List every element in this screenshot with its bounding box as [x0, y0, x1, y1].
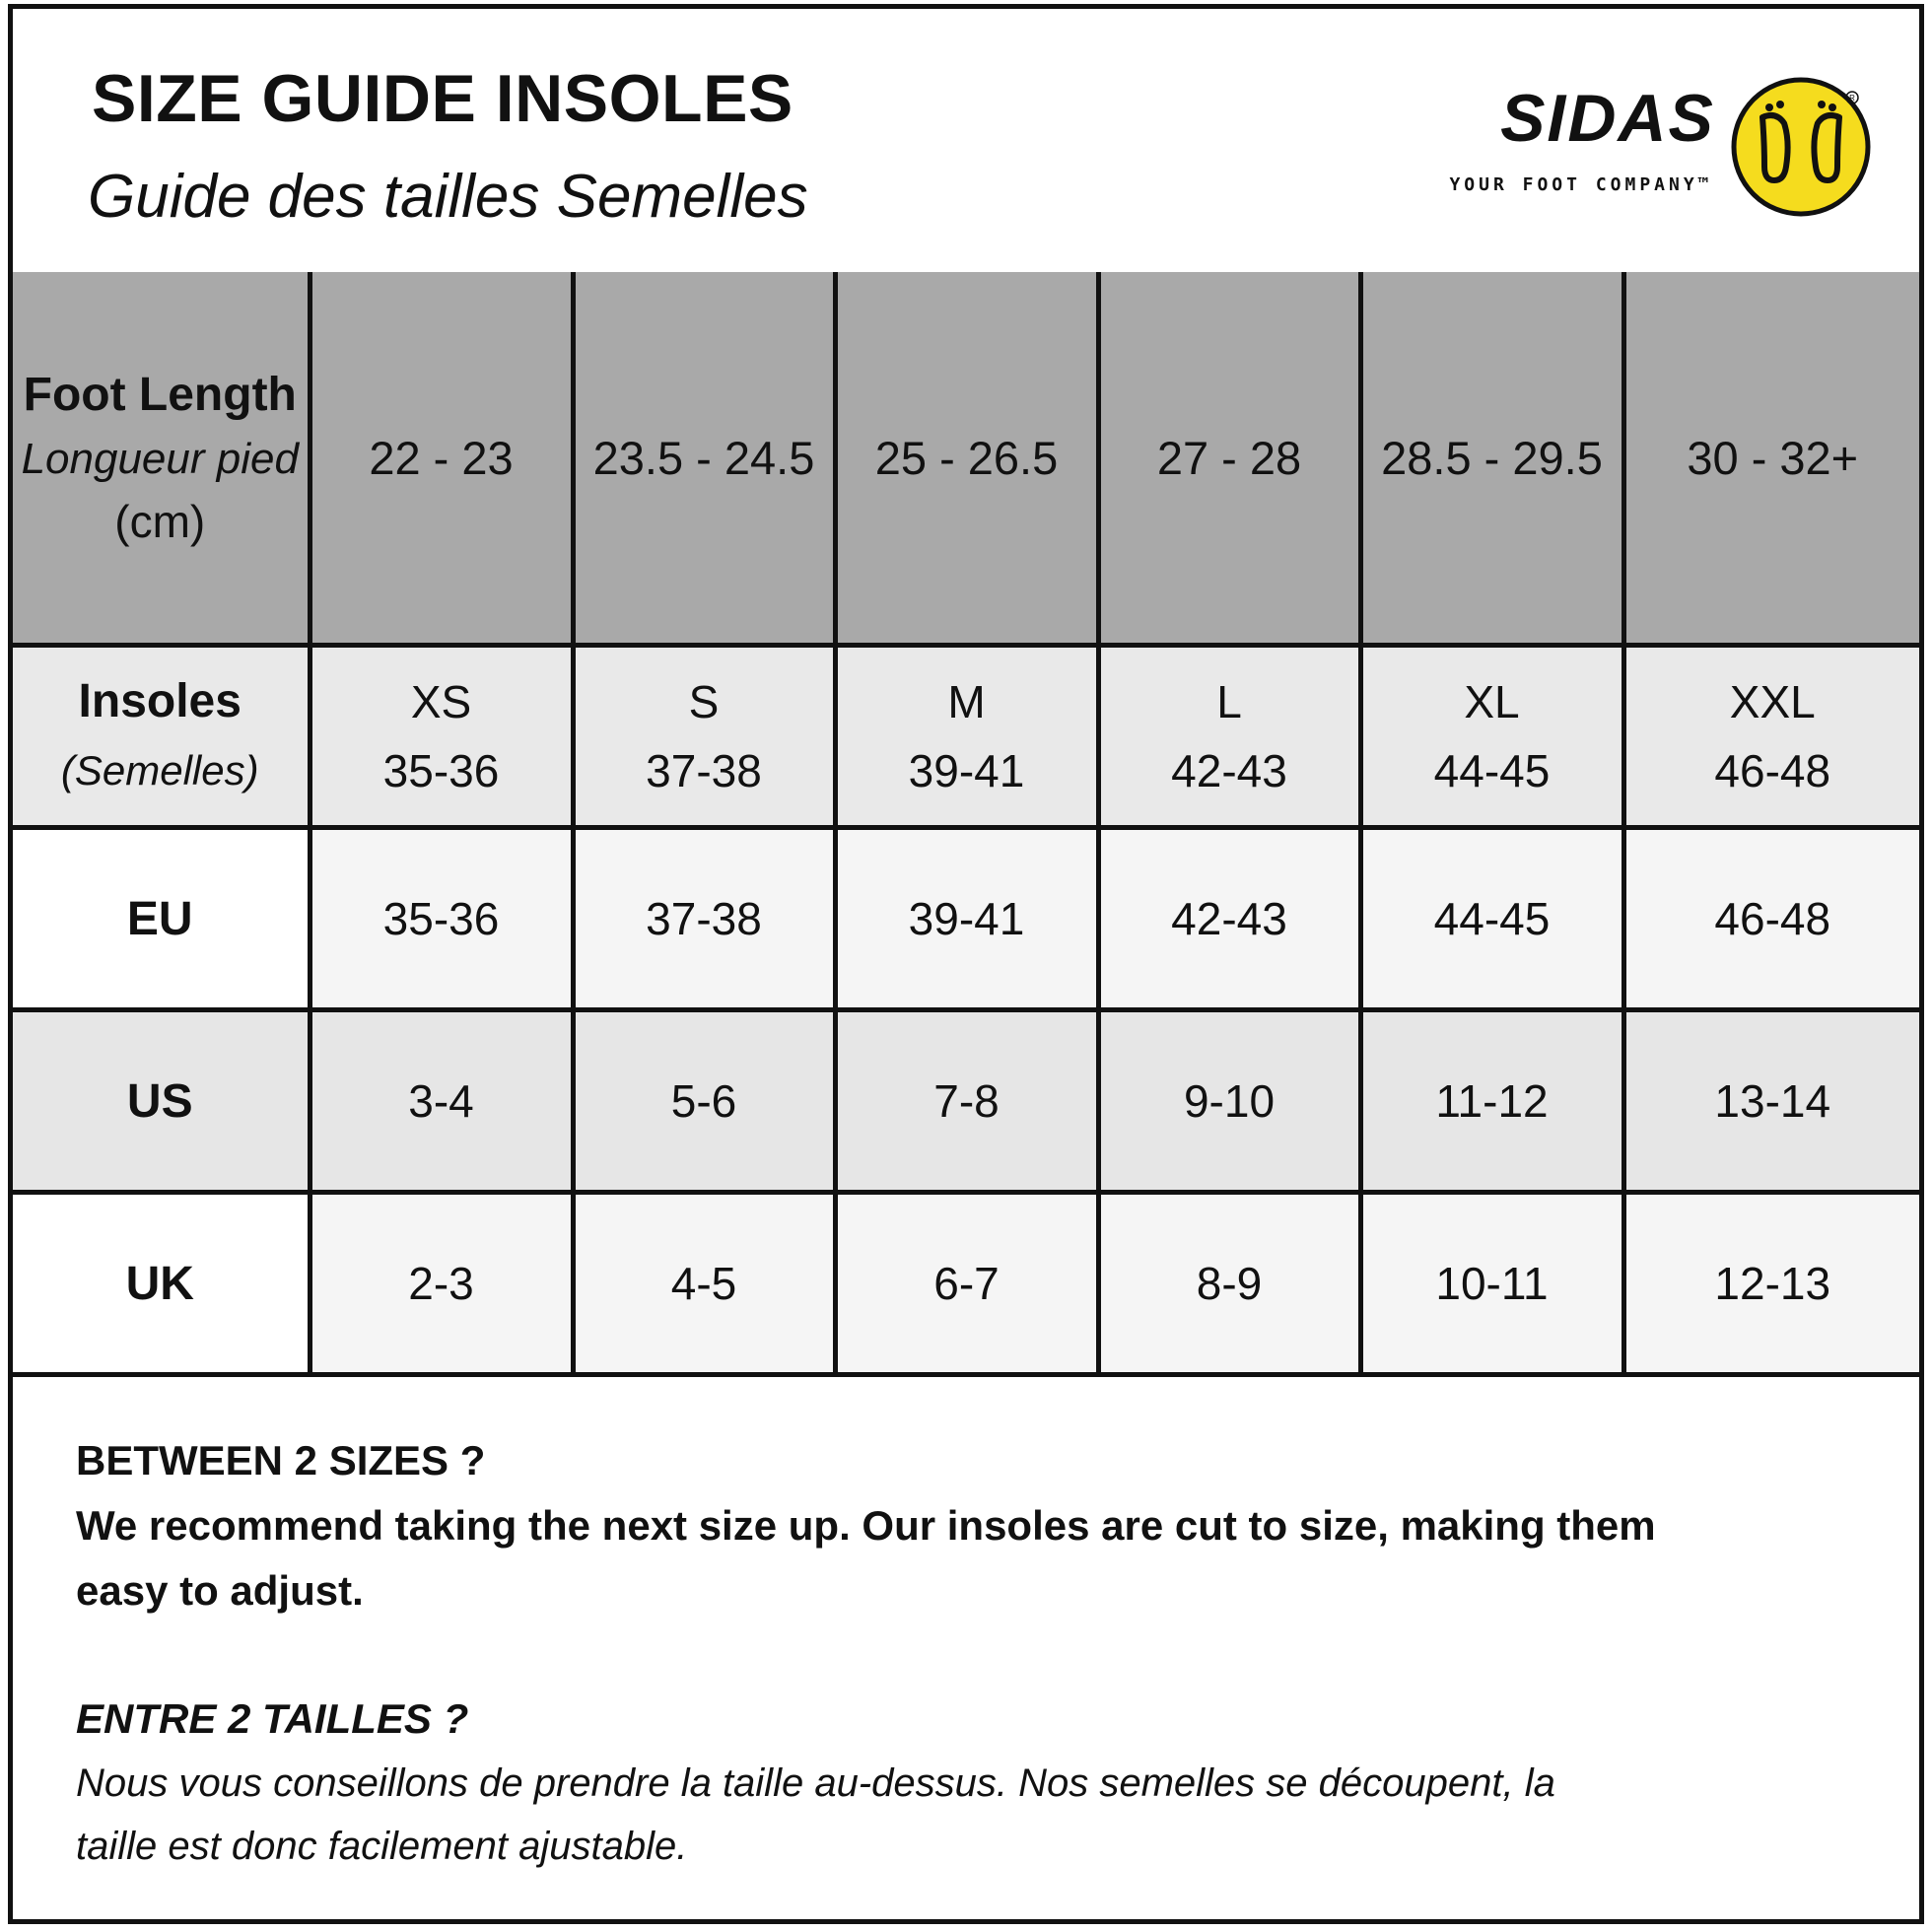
foot-length-cell: 30 - 32+	[1623, 272, 1919, 646]
note-body-fr-line2: taille est donc facilement ajustable.	[76, 1825, 688, 1868]
note-heading-fr: ENTRE 2 TAILLES ?	[76, 1695, 469, 1742]
insole-size: L	[1216, 676, 1242, 727]
us-value: 11-12	[1435, 1075, 1549, 1127]
note-body-en-line2: easy to adjust.	[76, 1567, 364, 1614]
us-cell	[1623, 1010, 1919, 1193]
eu-cell	[310, 828, 573, 1010]
sizing-notes	[76, 1428, 1850, 1878]
us-cell	[1360, 1010, 1623, 1193]
us-row	[13, 1010, 1919, 1193]
uk-value: 12-13	[1714, 1258, 1831, 1309]
insole-cell	[835, 646, 1098, 828]
us-cell	[835, 1010, 1098, 1193]
uk-cell	[573, 1193, 835, 1375]
foot-length-cell: 23.5 - 24.5	[573, 272, 835, 646]
insole-size: M	[947, 676, 986, 727]
svg-text:R: R	[1849, 94, 1855, 103]
uk-cell	[310, 1193, 573, 1375]
uk-value: 8-9	[1196, 1258, 1263, 1309]
insoles-title: Insoles	[78, 675, 242, 727]
uk-cell	[1360, 1193, 1623, 1375]
foot-length-title: Foot Length	[23, 369, 297, 421]
eu-cell	[1360, 828, 1623, 1010]
insole-range: 37-38	[646, 745, 762, 796]
brand-logo	[1413, 68, 1886, 226]
insole-cell	[573, 646, 835, 828]
foot-length-label	[13, 272, 310, 646]
insole-cell	[310, 646, 573, 828]
eu-cell	[835, 828, 1098, 1010]
insoles-row	[13, 646, 1919, 828]
eu-cell	[1623, 828, 1919, 1010]
insoles-label	[13, 646, 310, 828]
uk-cell	[835, 1193, 1098, 1375]
foot-length-cell: 22 - 23	[310, 272, 573, 646]
note-body-fr-line1: Nous vous conseillons de prendre la taille au-dessus. Nos semelles se découpent, la	[76, 1761, 1555, 1805]
eu-cell	[573, 828, 835, 1010]
us-cell	[1098, 1010, 1360, 1193]
logo-tagline: YOUR FOOT COMPANY™	[1449, 174, 1713, 195]
uk-cell	[1098, 1193, 1360, 1375]
insole-size: S	[688, 676, 720, 727]
insole-size: XXL	[1729, 676, 1816, 727]
logo-brand: SIDAS	[1500, 81, 1715, 156]
page-title: SIZE GUIDE INSOLES	[92, 61, 794, 136]
uk-value: 10-11	[1435, 1258, 1549, 1309]
uk-label: UK	[13, 1193, 310, 1375]
insoles-fr: (Semelles)	[60, 747, 259, 794]
uk-value: 2-3	[408, 1258, 474, 1309]
eu-value: 42-43	[1171, 893, 1287, 944]
insole-range: 44-45	[1433, 745, 1551, 796]
foot-length-unit: (cm)	[114, 496, 206, 547]
foot-length-fr: Longueur pied	[21, 435, 299, 483]
insole-cell	[1098, 646, 1360, 828]
size-guide-sheet	[8, 4, 1924, 1924]
us-value: 3-4	[408, 1075, 474, 1127]
foot-length-row	[13, 272, 1919, 646]
uk-value: 6-7	[933, 1258, 1000, 1309]
us-value: 13-14	[1714, 1075, 1831, 1127]
foot-length-cell: 25 - 26.5	[835, 272, 1098, 646]
foot-length-cell: 28.5 - 29.5	[1360, 272, 1623, 646]
us-value: 7-8	[933, 1075, 1000, 1127]
feet-icon	[1734, 80, 1868, 214]
us-value: 5-6	[670, 1075, 737, 1127]
insole-cell	[1623, 646, 1919, 828]
eu-label: EU	[13, 828, 310, 1010]
us-cell	[310, 1010, 573, 1193]
insole-range: 46-48	[1714, 745, 1831, 796]
size-table	[13, 272, 1919, 1377]
eu-value: 46-48	[1714, 893, 1831, 944]
note-heading-en: BETWEEN 2 SIZES ?	[76, 1437, 486, 1484]
eu-value: 44-45	[1433, 893, 1551, 944]
insole-size: XL	[1464, 676, 1520, 727]
uk-cell	[1623, 1193, 1919, 1375]
us-cell	[573, 1010, 835, 1193]
eu-value: 35-36	[382, 893, 500, 944]
foot-length-cell: 27 - 28	[1098, 272, 1360, 646]
header	[13, 9, 1919, 277]
insole-cell	[1360, 646, 1623, 828]
eu-row	[13, 828, 1919, 1010]
us-label: US	[13, 1010, 310, 1193]
insole-range: 35-36	[382, 745, 500, 796]
insole-size: XS	[410, 676, 472, 727]
uk-value: 4-5	[670, 1258, 737, 1309]
us-value: 9-10	[1183, 1075, 1276, 1127]
insole-range: 42-43	[1171, 745, 1287, 796]
eu-value: 39-41	[908, 893, 1025, 944]
sidas-logo	[1413, 68, 1886, 226]
insole-range: 39-41	[908, 745, 1025, 796]
note-body-en-line1: We recommend taking the next size up. Our insoles are cut to size, making them	[76, 1502, 1656, 1549]
uk-row	[13, 1193, 1919, 1375]
page-subtitle: Guide des tailles Semelles	[88, 163, 808, 231]
eu-cell	[1098, 828, 1360, 1010]
eu-value: 37-38	[646, 893, 762, 944]
